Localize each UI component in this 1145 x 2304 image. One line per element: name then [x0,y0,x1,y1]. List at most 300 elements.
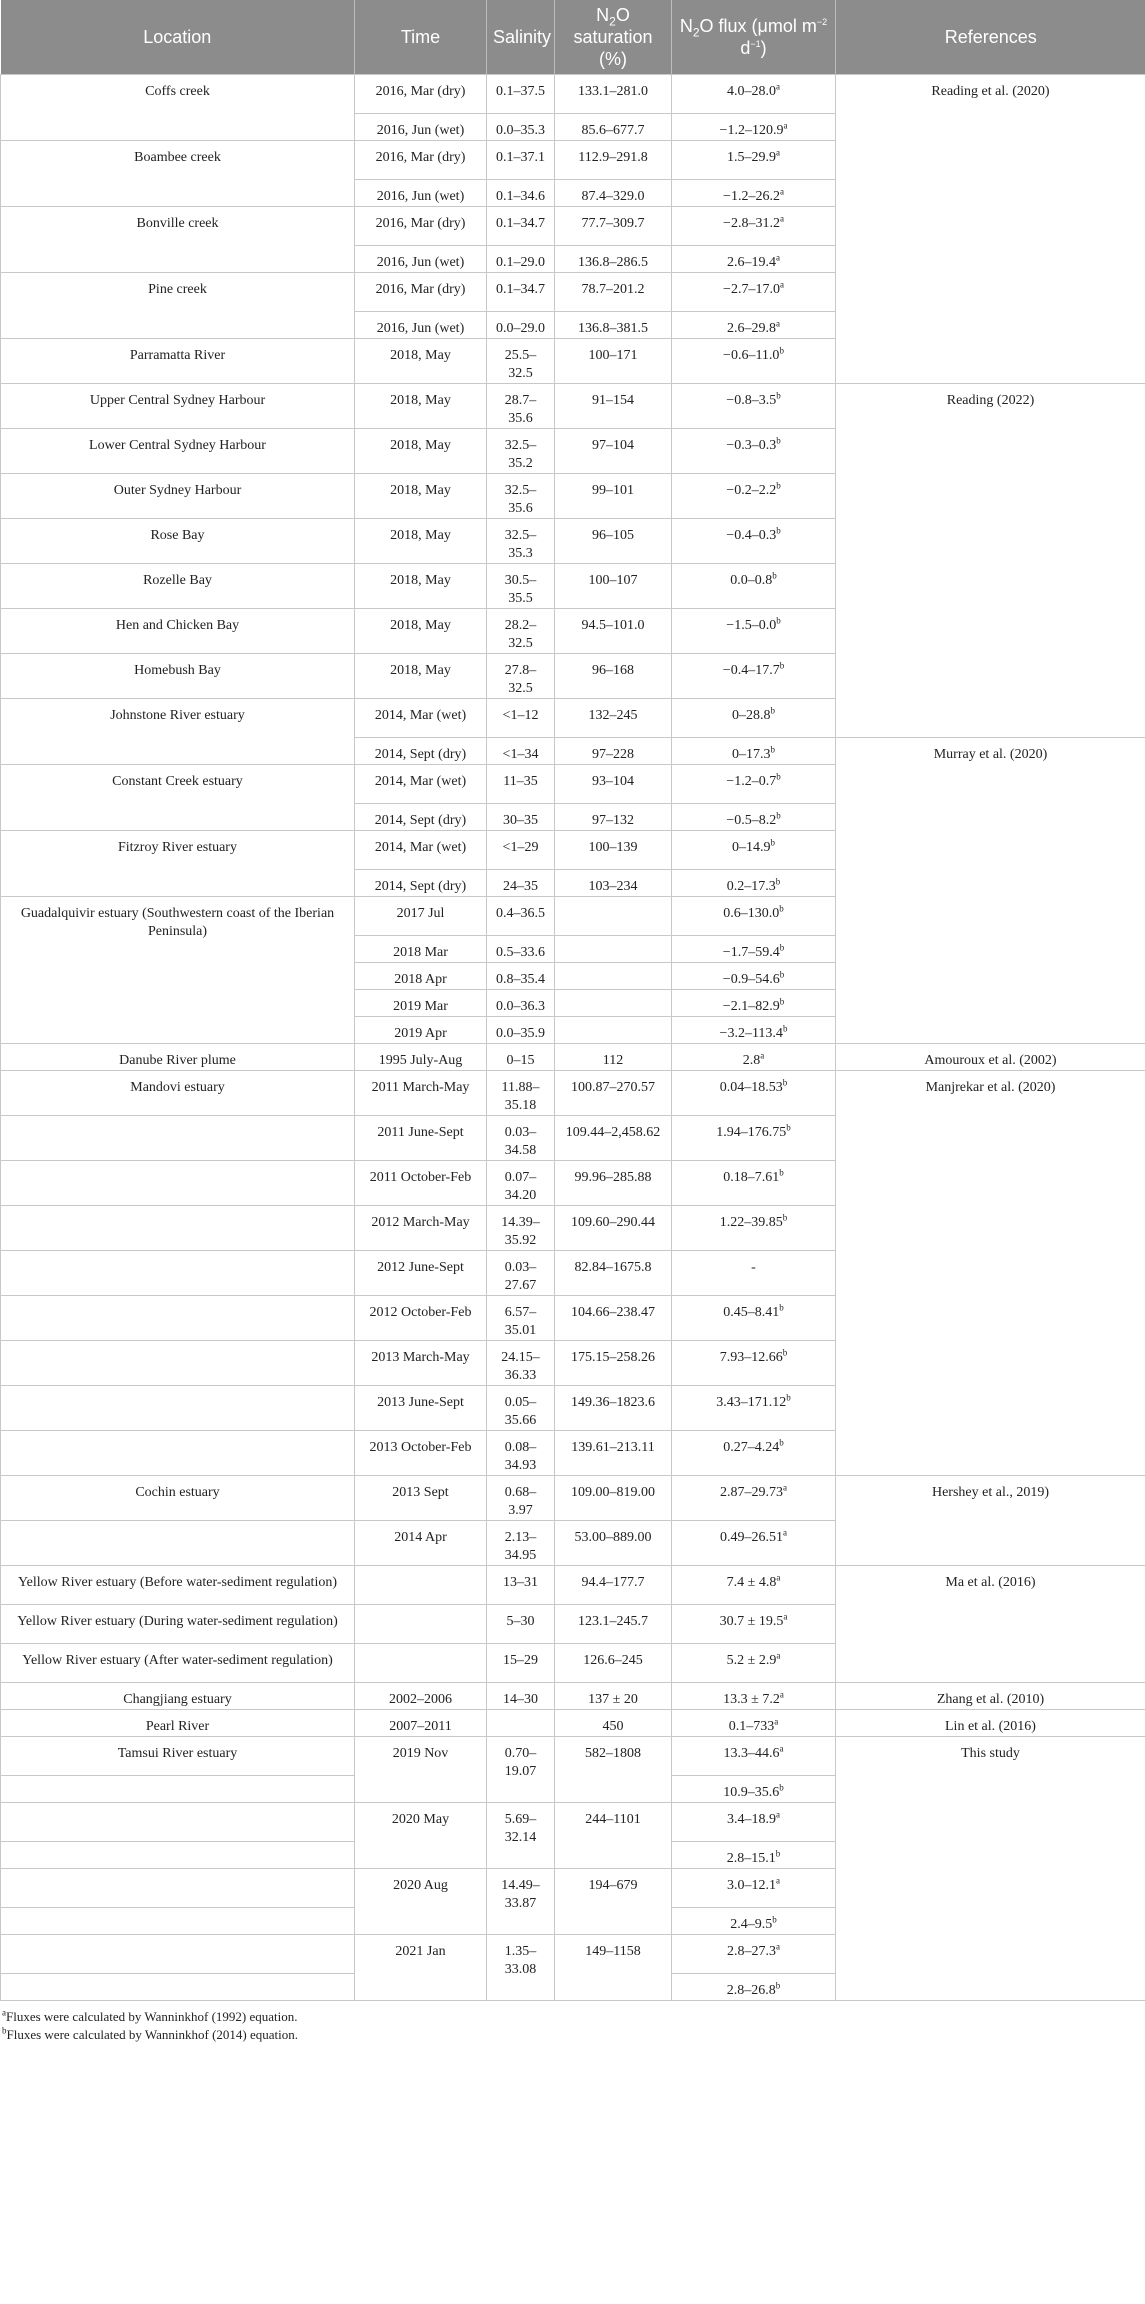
cell-time: 2011 June-Sept [355,1116,487,1161]
cell-reference: Murray et al. (2020) [836,738,1145,1044]
flux-note-mark: b [782,1347,788,1358]
header-flux-n: N [679,16,693,36]
flux-value: 13.3 ± 7.2 [723,1692,780,1707]
cell-salinity: <1–12 [487,699,555,738]
header-flux-sup1: −2 [816,17,828,27]
cell-time: 2020 Aug [355,1869,487,1935]
cell-saturation [555,963,672,990]
cell-location: Lower Central Sydney Harbour [1,429,355,474]
cell-time [355,1644,487,1683]
cell-flux [672,1044,836,1071]
cell-flux [672,1803,836,1842]
flux-value: 2.8–27.3 [727,1944,776,1959]
header-flux-sup2: −1 [750,39,761,49]
cell-saturation: 100–107 [555,564,672,609]
flux-value: 0.18–7.61 [723,1170,780,1185]
cell-salinity: 0.03–27.67 [487,1251,555,1296]
flux-note-mark: a [783,1611,788,1622]
cell-flux [672,1908,836,1935]
cell-flux [672,1869,836,1908]
cell-location: Upper Central Sydney Harbour [1,384,355,429]
flux-value: 1.5–29.9 [727,150,776,165]
table-row [1,1044,1145,1071]
flux-value: 2.6–29.8 [727,321,776,336]
cell-saturation: 104.66–238.47 [555,1296,672,1341]
cell-time: 2013 March-May [355,1341,487,1386]
header-saturation [555,0,672,75]
footnote-b [2,2026,1145,2044]
cell-flux [672,1737,836,1776]
flux-value: −1.2–26.2 [723,189,780,204]
cell-location: Coffs creek [1,75,355,141]
flux-note-mark: b [770,705,775,716]
cell-salinity: 30.5–35.5 [487,564,555,609]
cell-saturation: 450 [555,1710,672,1737]
cell-time: 2016, Mar (dry) [355,141,487,180]
cell-salinity: 1.35–33.08 [487,1935,555,2001]
cell-salinity: 0.1–34.7 [487,273,555,312]
footnote-b-text: Fluxes were calculated by Wanninkhof (2014) equation. [6,2027,298,2042]
flux-note-mark: b [770,837,775,848]
cell-salinity: 14.49–33.87 [487,1869,555,1935]
cell-saturation: 100–139 [555,831,672,870]
flux-note-mark: b [775,1980,781,1991]
cell-salinity: 13–31 [487,1566,555,1605]
cell-flux [672,1386,836,1431]
cell-location: Johnstone River estuary [1,699,355,765]
cell-time: 2007–2011 [355,1710,487,1737]
cell-salinity: 0.1–29.0 [487,246,555,273]
flux-note-mark: a [776,1809,780,1820]
cell-flux [672,699,836,738]
cell-saturation: 194–679 [555,1869,672,1935]
cell-time: 2012 June-Sept [355,1251,487,1296]
cell-saturation: 109.44–2,458.62 [555,1116,672,1161]
flux-value: 0.1–733 [728,1719,775,1734]
cell-location: Yellow River estuary (During water-sediment regulation) [1,1605,355,1644]
cell-saturation: 99–101 [555,474,672,519]
footnote-a [2,2008,1145,2026]
table-row [1,1071,1145,1116]
cell-flux [672,180,836,207]
header-flux-mid: O flux (μmol m [699,16,817,36]
cell-salinity: 0.03–34.58 [487,1116,555,1161]
flux-note-mark: b [786,1392,791,1403]
header-flux [672,0,836,75]
flux-note-mark: b [782,1077,788,1088]
flux-value: 0.27–4.24 [723,1440,780,1455]
cell-saturation: 149.36–1823.6 [555,1386,672,1431]
flux-note-mark: b [779,969,785,980]
cell-location [1,1161,355,1206]
cell-time: 2012 October-Feb [355,1296,487,1341]
flux-note-mark: b [779,1167,784,1178]
flux-value: 30.7 ± 19.5 [719,1614,784,1629]
cell-location: Constant Creek estuary [1,765,355,831]
cell-flux [672,339,836,384]
header-saturation-sub: 2 [609,14,616,29]
flux-note-mark: b [772,570,777,581]
cell-salinity: 15–29 [487,1644,555,1683]
flux-note-mark: a [779,279,784,290]
cell-flux [672,654,836,699]
cell-time: 2016, Mar (dry) [355,273,487,312]
cell-flux [672,207,836,246]
cell-time: 2016, Mar (dry) [355,207,487,246]
flux-value: 0–14.9 [732,840,771,855]
cell-salinity: <1–29 [487,831,555,870]
cell-flux [672,765,836,804]
flux-note-mark: b [776,810,781,821]
flux-value: −2.7–17.0 [723,282,780,297]
cell-time: 2014, Mar (wet) [355,765,487,804]
flux-note-mark: b [770,744,775,755]
cell-reference: Lin et al. (2016) [836,1710,1145,1737]
cell-location: Bonville creek [1,207,355,273]
cell-flux [672,1341,836,1386]
cell-salinity: 11.88–35.18 [487,1071,555,1116]
footnote-a-mark: a [2,2007,6,2018]
cell-salinity: 2.13–34.95 [487,1521,555,1566]
flux-note-mark: a [779,1689,784,1700]
cell-time: 2013 Sept [355,1476,487,1521]
cell-location: Fitzroy River estuary [1,831,355,897]
header-salinity: Salinity [487,0,555,75]
cell-location [1,1908,355,1935]
cell-saturation: 99.96–285.88 [555,1161,672,1206]
cell-flux [672,1071,836,1116]
header-flux-sub: 2 [692,25,700,40]
table-row [1,1476,1145,1521]
flux-note-mark: b [776,480,781,491]
cell-flux [672,1116,836,1161]
flux-value: 2.4–9.5 [730,1917,773,1932]
cell-time: 2018, May [355,654,487,699]
cell-flux [672,1431,836,1476]
cell-saturation [555,897,672,936]
cell-time: 2011 March-May [355,1071,487,1116]
cell-time: 2014, Sept (dry) [355,870,487,897]
cell-location [1,1803,355,1842]
cell-flux [672,1017,836,1044]
cell-time: 2016, Jun (wet) [355,312,487,339]
cell-salinity: 0.1–34.7 [487,207,555,246]
table-row [1,384,1145,429]
cell-flux [672,1935,836,1974]
cell-saturation: 94.4–177.7 [555,1566,672,1605]
cell-saturation: 103–234 [555,870,672,897]
cell-saturation: 139.61–213.11 [555,1431,672,1476]
flux-note-mark: b [779,1302,784,1313]
flux-note-mark: b [779,345,784,356]
cell-saturation [555,990,672,1017]
cell-location [1,1116,355,1161]
cell-salinity: 14.39–35.92 [487,1206,555,1251]
flux-note-mark: b [776,615,781,626]
cell-saturation [555,936,672,963]
cell-location: Guadalquivir estuary (Southwestern coast of the Iberian Peninsula) [1,897,355,1044]
flux-value: 1.22–39.85 [719,1215,783,1230]
cell-salinity [487,1710,555,1737]
flux-value: 0–17.3 [732,747,771,762]
flux-value: 2.87–29.73 [720,1485,783,1500]
flux-value: 3.4–18.9 [727,1812,776,1827]
cell-saturation: 136.8–381.5 [555,312,672,339]
cell-salinity: 0.07–34.20 [487,1161,555,1206]
cell-flux [672,1644,836,1683]
header-time: Time [355,0,487,75]
cell-salinity: 5.69–32.14 [487,1803,555,1869]
cell-flux [672,990,836,1017]
flux-note-mark: b [779,942,785,953]
cell-location: Pearl River [1,1710,355,1737]
cell-salinity: 0.0–35.9 [487,1017,555,1044]
cell-salinity: 0.70–19.07 [487,1737,555,1803]
cell-saturation: 109.60–290.44 [555,1206,672,1251]
cell-flux [672,75,836,114]
cell-location: Yellow River estuary (Before water-sediment regulation) [1,1566,355,1605]
cell-flux [672,1521,836,1566]
flux-note-mark: a [776,81,780,92]
cell-location [1,1974,355,2001]
cell-flux [672,1605,836,1644]
cell-salinity: 32.5–35.6 [487,474,555,519]
cell-saturation: 91–154 [555,384,672,429]
cell-salinity: 24–35 [487,870,555,897]
cell-saturation: 77.7–309.7 [555,207,672,246]
flux-note-mark: a [760,1050,765,1061]
cell-flux [672,936,836,963]
flux-value: −2.8–31.2 [723,216,780,231]
cell-location: Rose Bay [1,519,355,564]
flux-note-mark: b [776,525,781,536]
cell-location [1,1521,355,1566]
flux-value: 0.6–130.0 [723,906,780,921]
cell-flux [672,609,836,654]
cell-time: 2016, Jun (wet) [355,180,487,207]
table-row [1,1710,1145,1737]
cell-saturation: 97–104 [555,429,672,474]
cell-time: 2019 Apr [355,1017,487,1044]
cell-salinity: 0.1–37.1 [487,141,555,180]
cell-flux [672,114,836,141]
cell-saturation: 112.9–291.8 [555,141,672,180]
cell-salinity: 0.1–34.6 [487,180,555,207]
table-body [1,75,1145,2001]
cell-location [1,1296,355,1341]
cell-time: 2014 Apr [355,1521,487,1566]
cell-location: Rozelle Bay [1,564,355,609]
cell-flux [672,273,836,312]
cell-salinity: 0.05–35.66 [487,1386,555,1431]
cell-salinity: 32.5–35.3 [487,519,555,564]
flux-value: 2.6–19.4 [727,255,776,270]
cell-time: 2020 May [355,1803,487,1869]
cell-flux [672,246,836,273]
cell-time: 2014, Sept (dry) [355,804,487,831]
cell-location [1,1776,355,1803]
cell-time: 2019 Mar [355,990,487,1017]
cell-time: 2013 June-Sept [355,1386,487,1431]
flux-note-mark: a [783,120,788,131]
header-saturation-n: N [596,5,610,25]
flux-value: 3.43–171.12 [716,1395,787,1410]
cell-flux [672,564,836,609]
header-saturation-rest: O saturation (%) [573,5,653,69]
flux-note-mark: a [779,213,784,224]
flux-value: 7.93–12.66 [719,1350,783,1365]
cell-salinity: <1–34 [487,738,555,765]
cell-flux [672,1251,836,1296]
cell-time: 2013 October-Feb [355,1431,487,1476]
cell-location [1,1431,355,1476]
cell-salinity: 0.68–3.97 [487,1476,555,1521]
cell-location [1,1869,355,1908]
flux-note-mark: b [779,1437,784,1448]
cell-flux [672,1842,836,1869]
flux-note-mark: b [776,435,781,446]
cell-time: 2018, May [355,339,487,384]
cell-time: 2002–2006 [355,1683,487,1710]
cell-flux [672,1710,836,1737]
cell-saturation: 96–168 [555,654,672,699]
flux-note-mark: a [776,147,780,158]
cell-flux [672,870,836,897]
cell-salinity: 0.08–34.93 [487,1431,555,1476]
cell-reference: Reading et al. (2020) [836,75,1145,384]
cell-location: Outer Sydney Harbour [1,474,355,519]
cell-time: 2014, Mar (wet) [355,699,487,738]
flux-note-mark: a [774,1716,779,1727]
cell-saturation: 126.6–245 [555,1644,672,1683]
cell-saturation: 97–228 [555,738,672,765]
flux-value: −1.2–0.7 [726,774,777,789]
flux-note-mark: a [783,1482,787,1493]
cell-flux [672,963,836,990]
flux-value: 2.8 [742,1053,761,1068]
flux-note-mark: b [779,996,785,1007]
cell-location: Pine creek [1,273,355,339]
cell-flux [672,1566,836,1605]
cell-salinity: 6.57–35.01 [487,1296,555,1341]
cell-location: Homebush Bay [1,654,355,699]
cell-saturation: 96–105 [555,519,672,564]
cell-salinity: 0.0–36.3 [487,990,555,1017]
cell-location: Yellow River estuary (After water-sediment regulation) [1,1644,355,1683]
cell-salinity: 0.0–29.0 [487,312,555,339]
header-row [1,0,1145,75]
cell-salinity: 11–35 [487,765,555,804]
cell-location: Parramatta River [1,339,355,384]
flux-value: −0.4–17.7 [722,663,780,678]
flux-value: 0.2–17.3 [726,879,776,894]
cell-time: 2016, Jun (wet) [355,114,487,141]
cell-time: 2018, May [355,609,487,654]
cell-flux [672,897,836,936]
cell-reference: Reading (2022) [836,384,1145,738]
flux-note-mark: b [782,1023,788,1034]
cell-salinity: 28.2–32.5 [487,609,555,654]
cell-saturation: 582–1808 [555,1737,672,1803]
header-flux-mid2: d [740,38,751,58]
cell-location [1,1842,355,1869]
cell-saturation: 53.00–889.00 [555,1521,672,1566]
cell-time [355,1605,487,1644]
table-row [1,75,1145,114]
cell-location [1,1251,355,1296]
cell-salinity: 5–30 [487,1605,555,1644]
flux-value: −0.5–8.2 [726,813,777,828]
flux-value: −0.9–54.6 [722,972,780,987]
cell-salinity: 30–35 [487,804,555,831]
flux-value: −0.4–0.3 [726,528,777,543]
cell-location [1,1386,355,1431]
cell-time: 2011 October-Feb [355,1161,487,1206]
cell-flux [672,831,836,870]
flux-value: 0.49–26.51 [720,1530,783,1545]
flux-note-mark: b [776,771,781,782]
cell-flux [672,429,836,474]
flux-value: −1.5–0.0 [726,618,777,633]
flux-note-mark: b [779,660,785,671]
cell-saturation: 94.5–101.0 [555,609,672,654]
cell-salinity: 28.7–35.6 [487,384,555,429]
flux-value: 4.0–28.0 [727,84,776,99]
cell-location: Changjiang estuary [1,1683,355,1710]
cell-time: 2018 Apr [355,963,487,990]
flux-note-mark: b [782,1212,788,1223]
cell-saturation: 100.87–270.57 [555,1071,672,1116]
cell-flux [672,1683,836,1710]
cell-flux [672,1161,836,1206]
cell-saturation: 136.8–286.5 [555,246,672,273]
footnote-a-text: Fluxes were calculated by Wanninkhof (1992) equation. [6,2009,298,2024]
flux-value: −0.2–2.2 [726,483,777,498]
footnotes [0,2001,1145,2044]
flux-note-mark: a [776,1941,780,1952]
cell-saturation: 85.6–677.7 [555,114,672,141]
cell-flux [672,1776,836,1803]
flux-note-mark: a [776,252,780,263]
cell-saturation: 87.4–329.0 [555,180,672,207]
cell-time: 2014, Sept (dry) [355,738,487,765]
flux-value: 1.94–176.75 [716,1125,787,1140]
cell-time: 1995 July-Aug [355,1044,487,1071]
cell-reference: Zhang et al. (2010) [836,1683,1145,1710]
flux-note-mark: a [776,1650,781,1661]
cell-saturation: 109.00–819.00 [555,1476,672,1521]
cell-time: 2014, Mar (wet) [355,831,487,870]
cell-salinity: 32.5–35.2 [487,429,555,474]
cell-flux [672,519,836,564]
cell-saturation: 149–1158 [555,1935,672,2001]
cell-time: 2017 Jul [355,897,487,936]
cell-time: 2018, May [355,384,487,429]
cell-time: 2012 March-May [355,1206,487,1251]
table-row [1,1683,1145,1710]
cell-flux [672,1296,836,1341]
cell-saturation: 97–132 [555,804,672,831]
flux-note-mark: b [779,903,784,914]
cell-salinity: 27.8–32.5 [487,654,555,699]
cell-flux [672,804,836,831]
flux-note-mark: b [775,1848,781,1859]
flux-note-mark: b [776,390,781,401]
cell-time: 2018 Mar [355,936,487,963]
flux-note-mark: a [776,1572,781,1583]
cell-saturation: 132–245 [555,699,672,738]
cell-time: 2016, Jun (wet) [355,246,487,273]
